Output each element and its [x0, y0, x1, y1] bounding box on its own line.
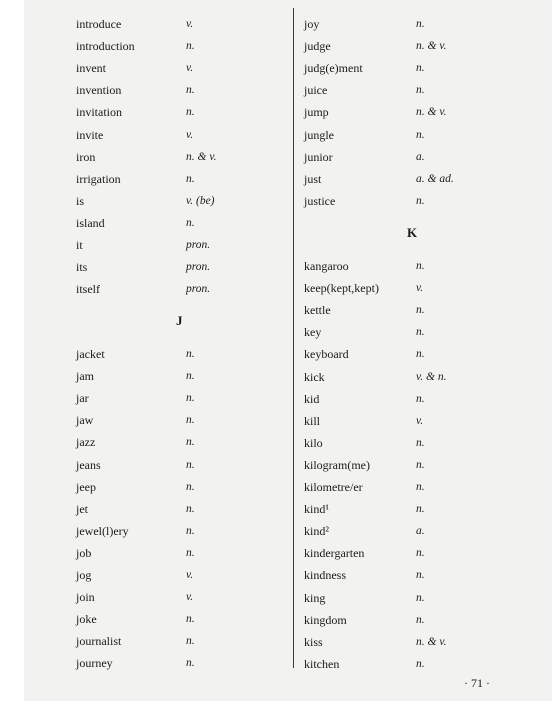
part-of-speech: n. — [416, 260, 425, 272]
part-of-speech: v. — [186, 569, 194, 581]
headword: kick — [304, 369, 325, 384]
headword: jacket — [76, 347, 105, 361]
headword: kilogram(me) — [304, 457, 370, 472]
headword: judg(e)ment — [304, 61, 363, 76]
headword: journalist — [76, 634, 122, 649]
part-of-speech: v. — [186, 128, 194, 141]
headword: jump — [304, 105, 329, 120]
part-of-speech: n. — [416, 128, 425, 141]
headword: invitation — [76, 105, 122, 120]
part-of-speech: n. — [416, 194, 425, 207]
headword: kill — [304, 413, 321, 428]
headword: jazz — [76, 435, 96, 450]
part-of-speech: n. & v. — [416, 106, 447, 119]
headword: is — [76, 193, 85, 208]
part-of-speech: n. & v. — [416, 40, 447, 53]
part-of-speech: n. — [186, 172, 195, 185]
part-of-speech: n. — [186, 436, 195, 449]
headword: kilo — [304, 435, 323, 450]
headword: kind² — [304, 524, 329, 539]
headword: king — [304, 590, 326, 605]
part-of-speech: n. — [416, 392, 425, 405]
part-of-speech: v. — [416, 414, 424, 427]
headword: itself — [76, 282, 100, 297]
part-of-speech: v. — [186, 62, 194, 75]
headword: keep(kept,kept) — [304, 281, 379, 296]
section-letter-j: J — [176, 313, 183, 328]
part-of-speech: n. — [186, 392, 195, 405]
headword: jeans — [76, 457, 101, 472]
part-of-speech: n. — [416, 326, 425, 339]
part-of-speech: v. & n. — [416, 370, 447, 383]
headword: junior — [304, 149, 333, 164]
headword: introduce — [76, 17, 122, 31]
part-of-speech: n. — [416, 436, 425, 449]
part-of-speech: n. — [186, 84, 195, 97]
headword: invite — [76, 127, 104, 142]
part-of-speech: n. — [186, 657, 195, 670]
headword: introduction — [76, 39, 135, 54]
headword: kilometre/er — [304, 480, 363, 494]
part-of-speech: n. — [416, 481, 425, 493]
part-of-speech: n. — [186, 216, 195, 229]
part-of-speech: n. — [186, 480, 195, 493]
part-of-speech: pron. — [186, 283, 211, 296]
headword: joke — [76, 612, 97, 627]
part-of-speech: n. & v. — [186, 150, 217, 163]
part-of-speech: v. — [416, 282, 424, 295]
headword: jam — [76, 369, 94, 384]
part-of-speech: n. — [416, 84, 425, 97]
part-of-speech: n. — [186, 414, 195, 427]
headword: iron — [76, 149, 96, 164]
headword: kiss — [304, 634, 323, 649]
part-of-speech: pron. — [186, 261, 211, 274]
headword: jog — [76, 568, 92, 582]
headword: kindergarten — [304, 546, 365, 561]
part-of-speech: a. — [416, 150, 425, 163]
part-of-speech: v. (be) — [186, 194, 215, 207]
part-of-speech: n. — [186, 546, 195, 559]
headword: invention — [76, 83, 122, 98]
headword: keyboard — [304, 347, 349, 362]
headword: just — [304, 171, 322, 186]
part-of-speech: n. — [186, 348, 195, 360]
headword: island — [76, 215, 105, 230]
section-letter-k: K — [407, 225, 418, 240]
part-of-speech: n. — [416, 503, 425, 516]
part-of-speech: n. — [186, 613, 195, 626]
headword: juice — [304, 83, 328, 98]
part-of-speech: n. — [416, 569, 425, 582]
part-of-speech: a. — [416, 525, 425, 538]
part-of-speech: n. — [186, 502, 195, 515]
part-of-speech: n. — [186, 524, 195, 537]
part-of-speech: n. & v. — [416, 635, 447, 648]
part-of-speech: pron. — [186, 239, 211, 251]
part-of-speech: a. & ad. — [416, 172, 454, 185]
headword: journey — [76, 656, 113, 671]
column-divider — [293, 8, 294, 668]
part-of-speech: n. — [416, 458, 425, 471]
headword: kindness — [304, 568, 346, 583]
headword: kettle — [304, 303, 331, 318]
headword: its — [76, 260, 88, 275]
headword: jar — [76, 391, 89, 406]
headword: invent — [76, 61, 106, 76]
dictionary-page — [24, 0, 552, 701]
part-of-speech: n. — [186, 635, 195, 648]
part-of-speech: n. — [416, 18, 425, 30]
headword: key — [304, 325, 322, 340]
headword: it — [76, 238, 83, 252]
headword: job — [76, 545, 92, 560]
headword: justice — [304, 193, 336, 208]
headword: jet — [76, 501, 88, 516]
part-of-speech: n. — [186, 458, 195, 471]
part-of-speech: n. — [186, 40, 195, 53]
headword: kitchen — [304, 656, 340, 671]
headword: jaw — [76, 413, 94, 428]
headword: join — [76, 590, 95, 605]
part-of-speech: v. — [186, 18, 194, 30]
headword: jewel(l)ery — [76, 523, 129, 538]
part-of-speech: n. — [186, 106, 195, 119]
part-of-speech: n. — [416, 613, 425, 626]
page-number: · 71 · — [464, 676, 490, 690]
headword: irrigation — [76, 171, 121, 186]
headword: judge — [304, 39, 331, 54]
part-of-speech: n. — [416, 304, 425, 317]
part-of-speech: n. — [186, 370, 195, 383]
part-of-speech: n. — [416, 547, 425, 560]
headword: kind¹ — [304, 502, 329, 517]
headword: kingdom — [304, 612, 347, 627]
part-of-speech: n. — [416, 348, 425, 361]
part-of-speech: n. — [416, 591, 425, 604]
headword: kid — [304, 391, 320, 406]
headword: jungle — [304, 127, 334, 142]
part-of-speech: n. — [416, 657, 425, 670]
headword: kangaroo — [304, 259, 349, 273]
part-of-speech: v. — [186, 591, 194, 604]
part-of-speech: n. — [416, 62, 425, 75]
headword: joy — [304, 17, 320, 31]
headword: jeep — [76, 479, 96, 494]
